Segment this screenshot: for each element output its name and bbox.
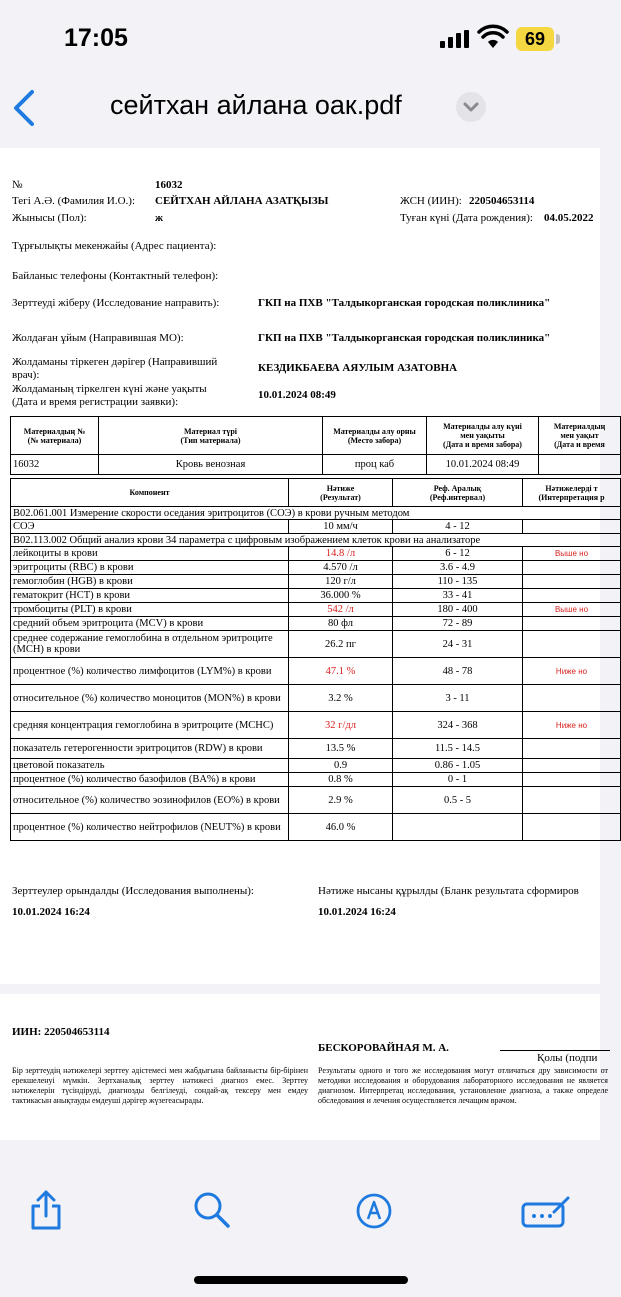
results-header-cell: Реф. Аралық (Реф.интервал) bbox=[393, 479, 523, 507]
doctor-value: КЕЗДИКБАЕВА АЯУЛЫМ АЗАТОВНА bbox=[258, 362, 458, 374]
result-ref-range: 324 - 368 bbox=[393, 712, 523, 739]
title-menu-button[interactable] bbox=[456, 92, 486, 122]
reg-value: 10.01.2024 08:49 bbox=[258, 389, 336, 401]
dob-label: Туған күні (Дата рождения): bbox=[400, 212, 533, 224]
result-ref-range: 3 - 11 bbox=[393, 685, 523, 712]
result-ref-range: 0.86 - 1.05 bbox=[393, 759, 523, 773]
result-ref-range: 48 - 78 bbox=[393, 658, 523, 685]
results-header-cell: Нәтижелерді т (Интерпретация р bbox=[523, 479, 621, 507]
material-header-cell: Материалды алу күні мен уақыты (Дата и время забора) bbox=[427, 417, 539, 455]
result-row bbox=[11, 712, 621, 739]
result-component: показатель гетерогенности эритроцитов (RDW) в крови bbox=[11, 739, 289, 759]
result-component: эритроциты (RBC) в крови bbox=[11, 561, 289, 575]
results-header-cell: Компонент bbox=[11, 479, 289, 507]
share-icon[interactable] bbox=[28, 1188, 64, 1232]
markup-icon[interactable] bbox=[355, 1192, 393, 1230]
sent-label: Зерттеуді жіберу (Исследование направить): bbox=[12, 297, 220, 309]
material-cell: Кровь венозная bbox=[99, 455, 323, 475]
result-interpretation: Ниже но bbox=[523, 658, 621, 685]
result-value: 32 г/дл bbox=[289, 712, 393, 739]
result-ref-range: 11.5 - 14.5 bbox=[393, 739, 523, 759]
material-header-cell: Материалдың мен уақыт (Дата и время bbox=[539, 417, 621, 455]
result-row bbox=[11, 814, 621, 841]
result-value: 120 г/л bbox=[289, 575, 393, 589]
result-value: 14.8 /л bbox=[289, 547, 393, 561]
result-value: 3.2 % bbox=[289, 685, 393, 712]
result-value: 47.1 % bbox=[289, 658, 393, 685]
form-label: Нәтиже нысаны құрылды (Бланк результата сформиров bbox=[318, 885, 579, 897]
document-title[interactable]: сейтхан айлана оак.pdf bbox=[110, 90, 402, 120]
material-cell bbox=[539, 455, 621, 475]
material-header-cell: Материал түрі (Тип материала) bbox=[99, 417, 323, 455]
result-component: средняя концентрация гемоглобина в эритроците (MCHC) bbox=[11, 712, 289, 739]
result-value: 2.9 % bbox=[289, 787, 393, 814]
results-section-row bbox=[11, 534, 621, 547]
status-bar bbox=[0, 0, 600, 80]
pdf-page-2 bbox=[0, 994, 608, 1140]
result-ref-range: 0.5 - 5 bbox=[393, 787, 523, 814]
result-value: 46.0 % bbox=[289, 814, 393, 841]
signature-label: Қолы (подпи bbox=[537, 1052, 598, 1064]
phone-label: Байланыс телефоны (Контактный телефон): bbox=[12, 270, 219, 282]
result-interpretation bbox=[523, 631, 621, 658]
result-ref-range: 110 - 135 bbox=[393, 575, 523, 589]
reg-label-line2: (Дата и время регистрации заявки): bbox=[12, 396, 179, 408]
result-component: средний объем эритроцита (MCV) в крови bbox=[11, 617, 289, 631]
result-interpretation bbox=[523, 773, 621, 787]
sent-value: ГКП на ПХВ "Талдыкорганская городская поликлиника" bbox=[258, 297, 551, 309]
result-row bbox=[11, 759, 621, 773]
results-table bbox=[10, 478, 621, 841]
result-value: 542 /л bbox=[289, 603, 393, 617]
result-value: 80 фл bbox=[289, 617, 393, 631]
nav-bar bbox=[0, 80, 600, 140]
material-cell: проц каб bbox=[323, 455, 427, 475]
result-interpretation bbox=[523, 520, 621, 534]
result-row bbox=[11, 520, 621, 534]
results-header-cell: Нәтиже (Результат) bbox=[289, 479, 393, 507]
result-ref-range: 4 - 12 bbox=[393, 520, 523, 534]
number-value: 16032 bbox=[155, 179, 183, 191]
result-value: 10 мм/ч bbox=[289, 520, 393, 534]
result-component: относительное (%) количество моноцитов (MON%) в крови bbox=[11, 685, 289, 712]
result-ref-range bbox=[393, 814, 523, 841]
form-value: 10.01.2024 16:24 bbox=[318, 906, 396, 918]
material-header-cell: Материалды алу орны (Место забора) bbox=[323, 417, 427, 455]
result-value: 0.8 % bbox=[289, 773, 393, 787]
result-row bbox=[11, 617, 621, 631]
result-value: 36.000 % bbox=[289, 589, 393, 603]
form-fill-icon[interactable] bbox=[520, 1194, 572, 1230]
material-cell: 10.01.2024 08:49 bbox=[427, 455, 539, 475]
sex-label: Жынысы (Пол): bbox=[12, 212, 87, 224]
result-row bbox=[11, 561, 621, 575]
result-interpretation bbox=[523, 561, 621, 575]
wifi-icon bbox=[478, 27, 508, 49]
home-indicator bbox=[194, 1276, 408, 1284]
search-icon[interactable] bbox=[192, 1190, 232, 1230]
result-component: лейкоциты в крови bbox=[11, 547, 289, 561]
iin-value: 220504653114 bbox=[469, 195, 535, 207]
result-interpretation bbox=[523, 787, 621, 814]
result-ref-range: 0 - 1 bbox=[393, 773, 523, 787]
doctor-label-line2: врач): bbox=[12, 369, 40, 381]
result-row bbox=[11, 658, 621, 685]
result-interpretation: Ниже но bbox=[523, 712, 621, 739]
result-interpretation bbox=[523, 739, 621, 759]
mo-value: ГКП на ПХВ "Талдыкорганская городская поликлиника" bbox=[258, 332, 551, 344]
section-title: B02.061.001 Измерение скорости оседания эритроцитов (СОЭ) в крови ручным методом bbox=[11, 507, 621, 520]
result-row bbox=[11, 773, 621, 787]
note-kazakh: Бір зерттеудің нәтижелері зерттеу әдістемесі мен жабдығына байланысты бір-бірінен ерекшеленуі мүмкін. Зертханалық зерттеу нәтижесі диагноз емес. Зерттеу нәтижелерін түсіндіруді, диагнозды белгілеуді, сондай-ақ тексеру мен емдеу тактикасын анықтауды емдеуші дәрігер жүзегеасырады. bbox=[12, 1066, 308, 1105]
result-interpretation: Выше но bbox=[523, 603, 621, 617]
result-ref-range: 24 - 31 bbox=[393, 631, 523, 658]
sex-value: ж bbox=[155, 212, 163, 224]
result-interpretation bbox=[523, 575, 621, 589]
result-value: 13.5 % bbox=[289, 739, 393, 759]
result-value: 26.2 пг bbox=[289, 631, 393, 658]
result-row bbox=[11, 589, 621, 603]
signer-name: БЕСКОРОВАЙНАЯ М. А. bbox=[318, 1042, 449, 1054]
dob-value: 04.05.2022 bbox=[544, 212, 594, 224]
result-component: гемоглобин (HGB) в крови bbox=[11, 575, 289, 589]
result-row bbox=[11, 575, 621, 589]
results-header-row bbox=[11, 479, 621, 507]
result-ref-range: 33 - 41 bbox=[393, 589, 523, 603]
result-component: процентное (%) количество базофилов (BA%) в крови bbox=[11, 773, 289, 787]
result-ref-range: 3.6 - 4.9 bbox=[393, 561, 523, 575]
result-ref-range: 72 - 89 bbox=[393, 617, 523, 631]
note-russian: Результаты одного и того же исследования могут отличаться дру зависимости от методики исследования и оборудования лабораторного исследования не является диагнозом. Интерпретац исследования, установление диагноза, а также определе обследования и лечения осуществляется лечащим врачом. bbox=[318, 1066, 608, 1105]
page2-iin: ИИН: 220504653114 bbox=[12, 1026, 110, 1038]
material-header-cell: Материалдың № (№ материала) bbox=[11, 417, 99, 455]
result-component: среднее содержание гемоглобина в отдельном эритроците (MCH) в крови bbox=[11, 631, 289, 658]
section-title: B02.113.002 Общий анализ крови 34 параметра с цифровым изображением клеток крови на анализаторе bbox=[11, 534, 621, 547]
result-component: относительное (%) количество эозинофилов (EO%) в крови bbox=[11, 787, 289, 814]
name-value: СЕЙТХАН АЙЛАНА АЗАТҚЫЗЫ bbox=[155, 195, 329, 207]
battery-cap bbox=[556, 34, 560, 44]
material-row bbox=[11, 455, 621, 475]
result-row bbox=[11, 787, 621, 814]
address-label: Тұрғылықты мекенжайы (Адрес пациента): bbox=[12, 240, 217, 252]
result-interpretation bbox=[523, 617, 621, 631]
result-component: СОЭ bbox=[11, 520, 289, 534]
status-time: 17:05 bbox=[64, 24, 128, 52]
result-value: 0.9 bbox=[289, 759, 393, 773]
material-header-row bbox=[11, 417, 621, 455]
result-component: цветовой показатель bbox=[11, 759, 289, 773]
iin-label: ЖСН (ИИН): bbox=[400, 195, 462, 207]
result-interpretation bbox=[523, 685, 621, 712]
result-interpretation bbox=[523, 814, 621, 841]
battery-icon: 69 bbox=[516, 27, 554, 51]
number-label: № bbox=[12, 179, 23, 191]
chevron-down-icon bbox=[456, 92, 486, 122]
result-row bbox=[11, 739, 621, 759]
result-component: гематокрит (HCT) в крови bbox=[11, 589, 289, 603]
pdf-page bbox=[0, 148, 606, 984]
result-interpretation bbox=[523, 589, 621, 603]
mo-label: Жолдаған ұйым (Направившая МО): bbox=[12, 332, 184, 344]
material-table bbox=[10, 416, 621, 475]
result-ref-range: 6 - 12 bbox=[393, 547, 523, 561]
result-ref-range: 180 - 400 bbox=[393, 603, 523, 617]
result-value: 4.570 /л bbox=[289, 561, 393, 575]
result-row bbox=[11, 603, 621, 617]
doctor-label-line1: Жолдаманы тіркеген дәрігер (Направивший bbox=[12, 356, 218, 368]
cellular-signal-icon bbox=[440, 30, 470, 48]
result-component: процентное (%) количество нейтрофилов (NEUT%) в крови bbox=[11, 814, 289, 841]
result-component: тромбоциты (PLT) в крови bbox=[11, 603, 289, 617]
result-interpretation bbox=[523, 759, 621, 773]
material-cell: 16032 bbox=[11, 455, 99, 475]
result-row bbox=[11, 685, 621, 712]
done-label: Зерттеулер орындалды (Исследования выполнены): bbox=[12, 885, 254, 897]
name-label: Тегі А.Ә. (Фамилия И.О.): bbox=[12, 195, 136, 207]
result-component: процентное (%) количество лимфоцитов (LYM%) в крови bbox=[11, 658, 289, 685]
back-chevron-icon[interactable] bbox=[10, 88, 40, 128]
reg-label-line1: Жолдаманың тіркелген күні және уақыты bbox=[12, 383, 207, 395]
result-row bbox=[11, 631, 621, 658]
signature-line bbox=[500, 1050, 610, 1051]
results-section-row bbox=[11, 507, 621, 520]
result-interpretation: Выше но bbox=[523, 547, 621, 561]
done-value: 10.01.2024 16:24 bbox=[12, 906, 90, 918]
result-row bbox=[11, 547, 621, 561]
